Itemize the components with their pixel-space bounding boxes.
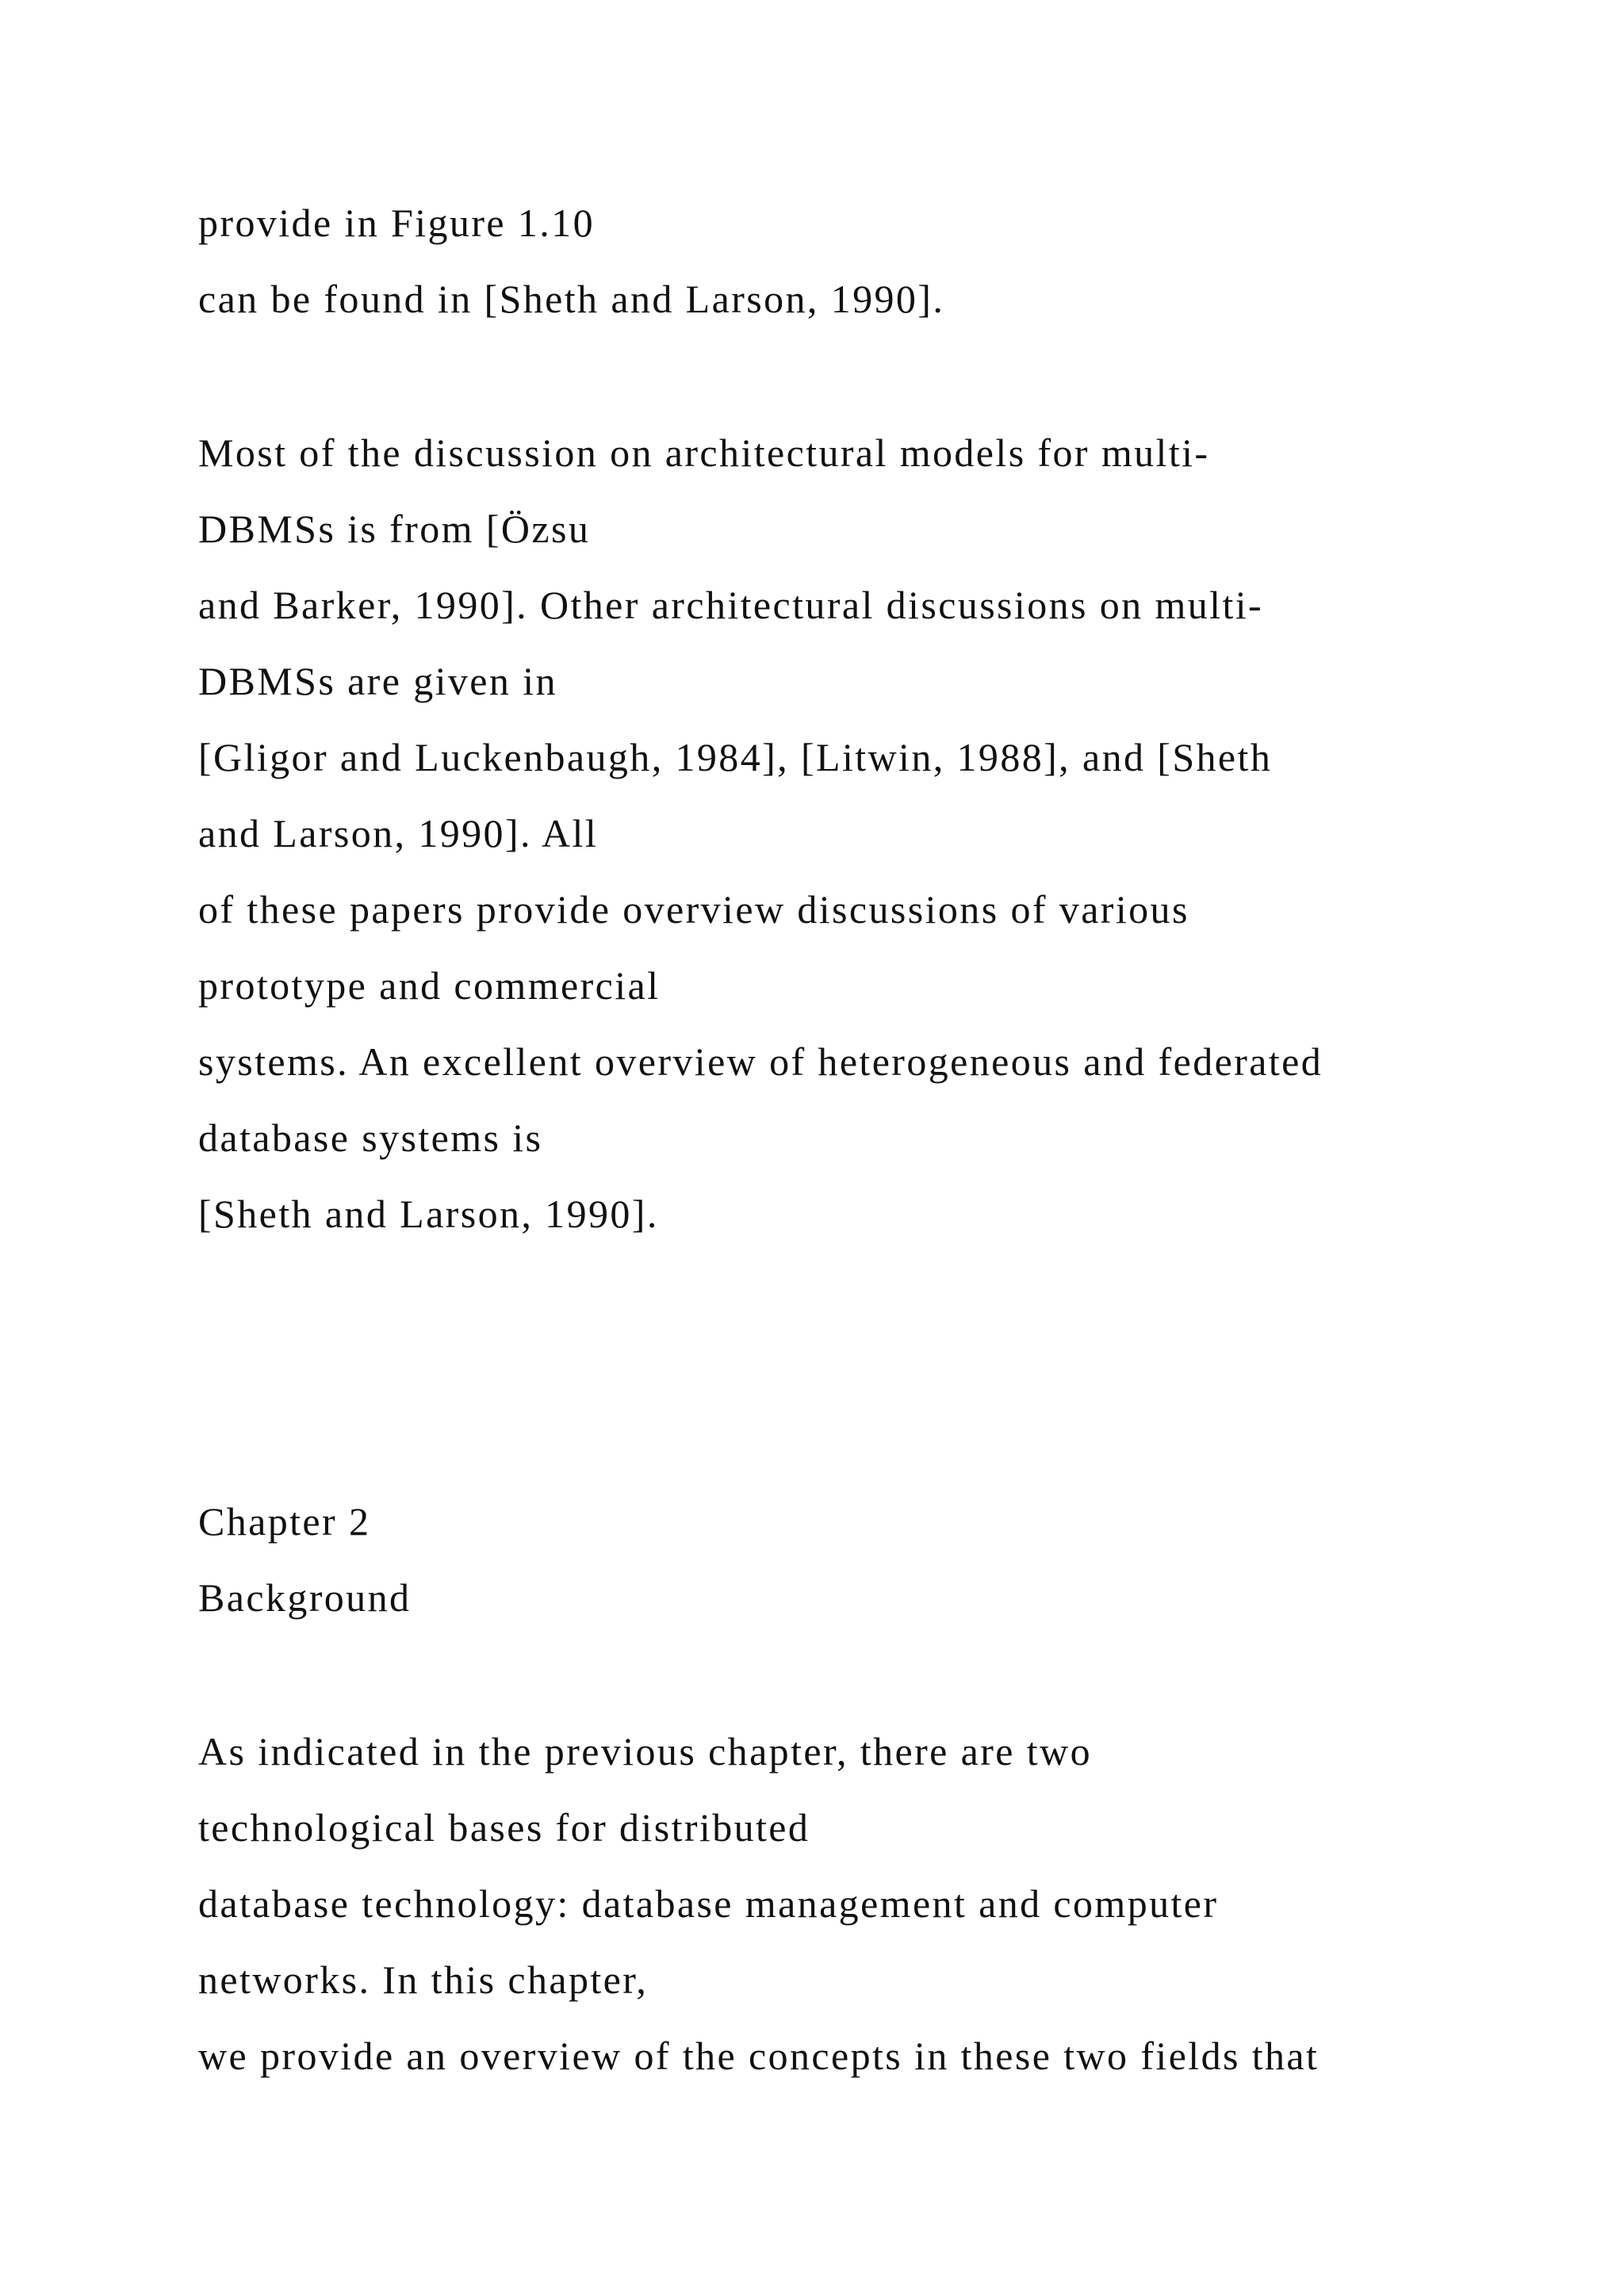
text-line: networks. In this chapter,	[198, 1957, 649, 2002]
text-line: database systems is	[198, 1115, 543, 1160]
text-line: Most of the discussion on architectural models for multi-	[198, 430, 1210, 475]
text-line: we provide an overview of the concepts in these two fields that	[198, 2034, 1320, 2078]
text-line: of these papers provide overview discussions of various	[198, 887, 1189, 932]
text-line: DBMSs are given in	[198, 659, 557, 703]
text-line: can be found in [Sheth and Larson, 1990].	[198, 277, 945, 321]
text-line: database technology: database management and computer	[198, 1881, 1219, 1926]
text-line: and Larson, 1990]. All	[198, 811, 599, 855]
chapter-number: Chapter 2	[198, 1499, 371, 1544]
text-line: [Sheth and Larson, 1990].	[198, 1192, 659, 1236]
text-line: systems. An excellent overview of heterogeneous and federated	[198, 1039, 1323, 1084]
text-line: [Gligor and Luckenbaugh, 1984], [Litwin, 1988], and [Sheth	[198, 735, 1273, 779]
text-line: provide in Figure 1.10	[198, 201, 595, 245]
text-line: and Barker, 1990]. Other architectural discussions on multi-	[198, 583, 1264, 627]
text-line: As indicated in the previous chapter, there are two	[198, 1729, 1092, 1774]
text-line: DBMSs is from [Özsu	[198, 507, 591, 551]
text-line: prototype and commercial	[198, 963, 661, 1008]
text-line: technological bases for distributed	[198, 1805, 810, 1850]
chapter-title: Background	[198, 1575, 412, 1620]
